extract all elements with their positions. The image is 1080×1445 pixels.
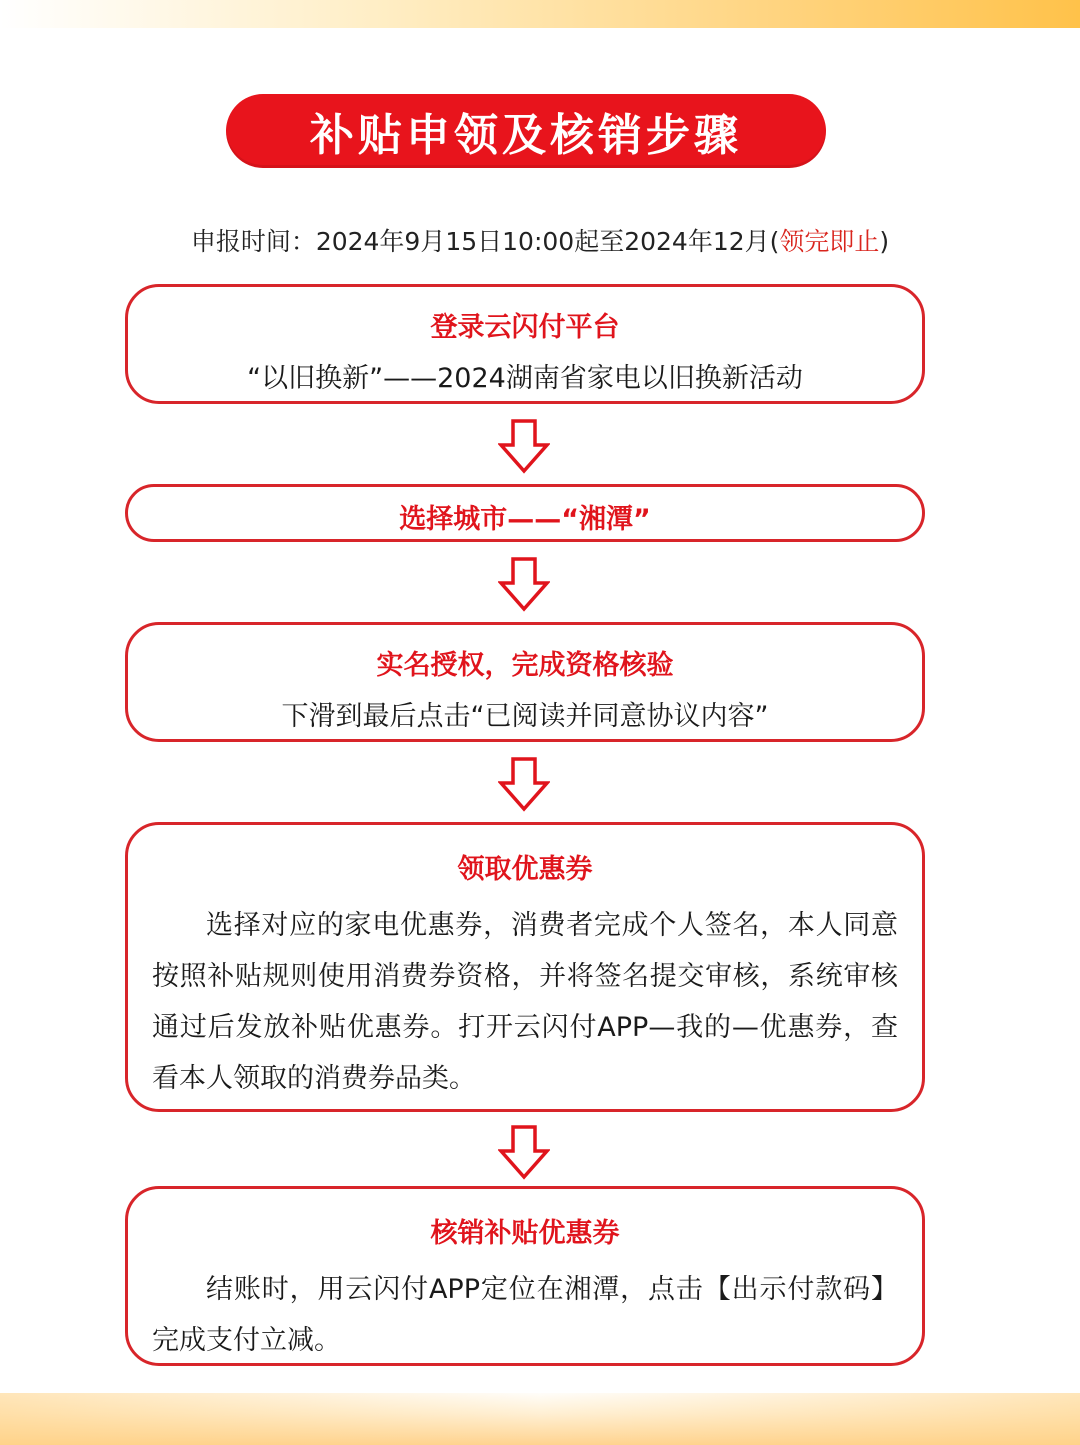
step-redeem-coupon [125,1186,925,1366]
step-title: 核销补贴优惠券 [430,1218,620,1249]
step-claim-coupon [125,822,925,1112]
bottom-decor-band [0,1393,1080,1445]
period-highlight: 领完即止 [779,227,880,256]
step-login [125,284,925,404]
step-title: 选择城市——“湘潭” [399,504,651,535]
page-title-banner [226,94,826,168]
application-period [0,222,1080,258]
step-verify-identity [125,622,925,742]
down-arrow-icon [498,1124,550,1180]
step-subtitle: 下滑到最后点击“已阅读并同意协议内容” [281,701,769,732]
step-title: 实名授权，完成资格核验 [376,650,674,681]
period-close: ) [879,227,890,256]
step-title: 领取优惠券 [457,854,593,885]
step-select-city [125,484,925,542]
step-body: 选择对应的家电优惠券，消费者完成个人签名，本人同意按照补贴规则使用消费券资格，并将签名提交审核，系统审核通过后发放补贴优惠券。打开云闪付APP—我的—优惠券，查看本人领取的消费券品类。 [152,910,898,1094]
top-decor-band [0,0,1080,28]
period-text: 申报时间：2024年9月15日10:00起至2024年12月( [190,227,780,256]
step-subtitle: “以旧换新”——2024湖南省家电以旧换新活动 [247,363,803,394]
down-arrow-icon [498,556,550,612]
step-body: 结账时，用云闪付APP定位在湘潭，点击【出示付款码】完成支付立减。 [152,1274,898,1356]
down-arrow-icon [498,756,550,812]
step-title: 登录云闪付平台 [430,312,620,343]
page-title: 补贴申领及核销步骤 [310,110,742,161]
down-arrow-icon [498,418,550,474]
